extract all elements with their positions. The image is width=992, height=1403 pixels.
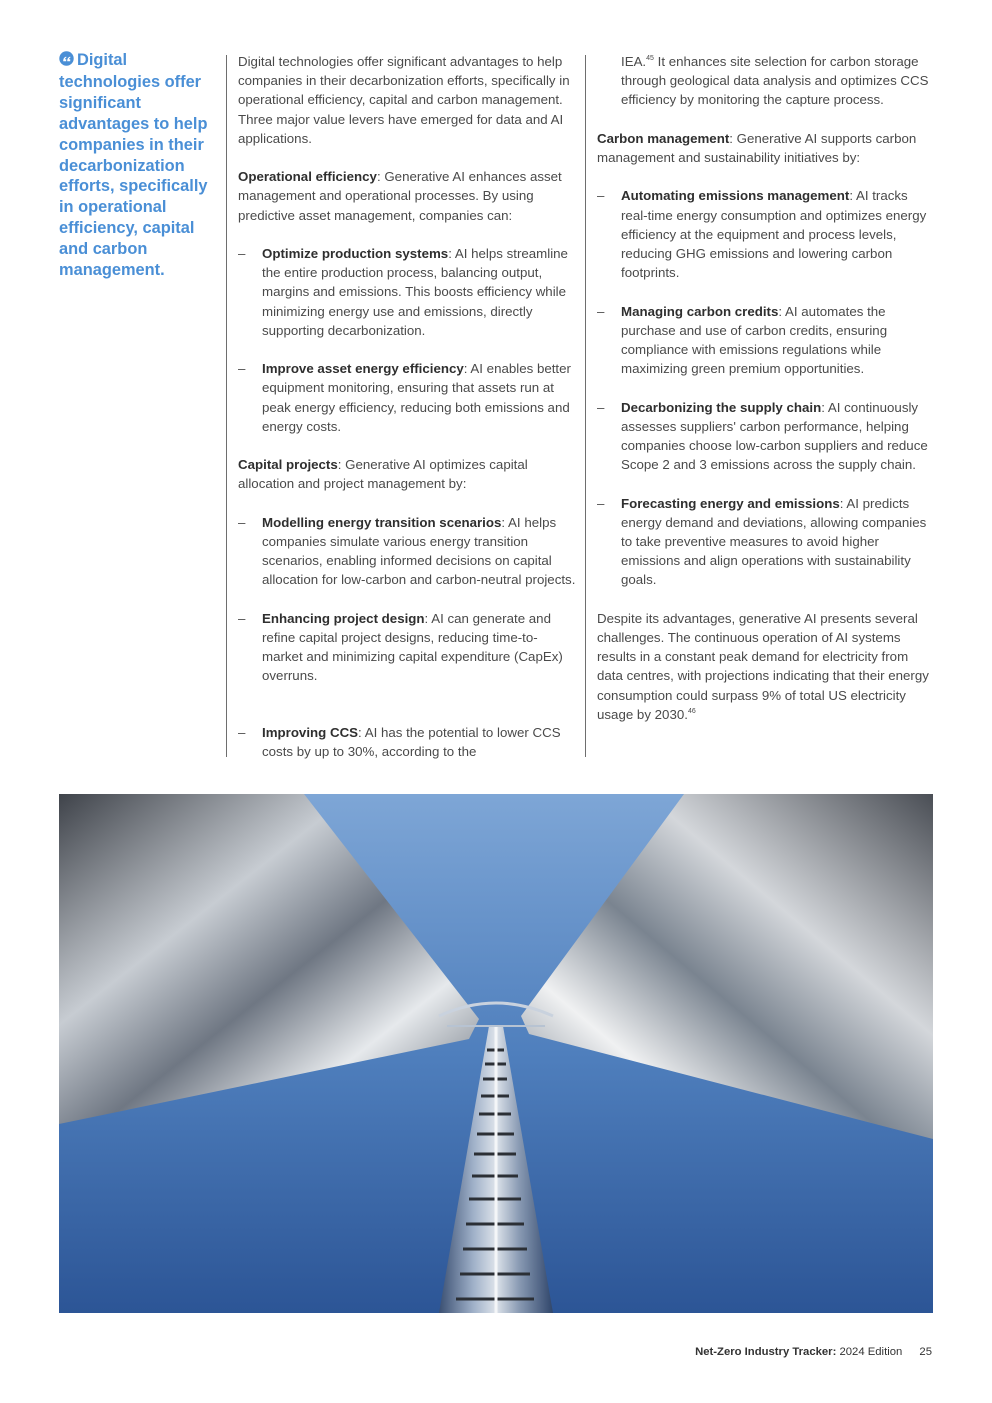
item-title: Automating emissions management (621, 188, 850, 204)
item-title: Managing carbon credits (621, 303, 779, 319)
footnote-ref: 45 (646, 55, 654, 62)
item-text: : AI can generate and refine capital project designs, reducing time-to-market and minimizing capital expenditure (CapEx) overruns. (262, 610, 563, 684)
bullet-dash: – (597, 188, 605, 204)
item-text: : AI helps streamline the entire production process, balancing output, margins and emissions. This boosts efficiency while minimizing energy use and emissions, directly supporting decarbonization. (262, 246, 568, 338)
list-item-ccs-end (597, 52, 937, 110)
pipeline-photo (59, 794, 933, 1313)
bullet-dash: – (238, 246, 246, 261)
bullet-dash: – (238, 361, 246, 377)
body-column-2-content (597, 52, 937, 743)
publication-title: Net-Zero Industry Tracker: (695, 1346, 837, 1358)
item-text: : AI predicts energy demand and deviations, allowing companies to take preventive measures to avoid higher emissions and align operations with sustainability goals. (621, 495, 927, 588)
edition-label: 2024 Edition (839, 1346, 903, 1358)
bullet-dash: – (238, 514, 246, 530)
footnote-ref: 46 (687, 707, 696, 715)
section-text: : Generative AI optimizes capital allocation and project management by: (238, 457, 528, 492)
bullet-dash: – (238, 725, 246, 740)
item-text: IEA.$^{45}$ It enhances site selection for carbon storage through geological data analysis and optimizes CCS efficiency by monitoring the capture process. (621, 54, 929, 108)
item-text: : AI automates the purchase and use of carbon credits, ensuring compliance with emissions regulations while maximizing green premium opportunities. (621, 303, 888, 377)
list-item (238, 609, 578, 686)
item-text: : AI tracks real-time energy consumption and optimizes energy efficiency at the equipment and process levels, reducing GHG emissions and lowering carbon footprints. (621, 188, 927, 281)
item-title: Decarbonizing the supply chain (621, 399, 822, 415)
item-title: Optimize production systems (262, 246, 449, 261)
section-heading: Carbon management (597, 130, 730, 146)
section-heading: Capital projects (238, 457, 338, 473)
section-text: : Generative AI supports carbon management and sustainability initiatives by: (597, 130, 917, 165)
intro-paragraph: Digital technologies offer significant advantages to help companies in their decarbonization efforts, specifically in operational efficiency, capital and carbon management. Three major value levers have emerged for data and AI applications. (238, 54, 570, 146)
item-title: Improve asset energy efficiency (262, 361, 464, 377)
list-item (238, 244, 578, 340)
body-column-1 (238, 52, 578, 705)
list-item (238, 513, 578, 590)
bullet-dash: – (597, 399, 605, 415)
operational-efficiency-paragraph (238, 167, 578, 225)
item-title: Improving CCS (262, 725, 359, 740)
item-text: : AI continuously assesses suppliers' carbon performance, helping companies choose low-carbon suppliers and reduce Scope 2 and 3 emissions across the supply chain. (621, 399, 928, 473)
section-heading: Operational efficiency (238, 169, 377, 185)
capital-projects-paragraph (238, 455, 578, 493)
closing-text: Despite its advantages, generative AI presents several challenges. The continuous operation of AI systems results in a constant peak demand for electricity from data centres, with projections indicating that their energy consumption could surpass 9% of total US electricity usage by 2030. (597, 610, 929, 722)
pull-quote-text: Digital technologies offer significant advantages to help companies in their decarbonization efforts, specifically in operational efficiency, capital and carbon management. (59, 51, 208, 280)
item-title: Forecasting energy and emissions (621, 495, 840, 511)
bullet-dash: – (597, 303, 605, 319)
list-item (238, 359, 578, 436)
item-text-continued: It enhances site selection for carbon storage through geological data analysis and optimizes CCS efficiency by monitoring the capture process. (621, 54, 929, 108)
item-text: : AI enables better equipment monitoring, ensuring that assets run at peak energy efficiency, reducing both emissions and energy costs. (262, 361, 571, 434)
bullet-dash: – (597, 495, 605, 511)
list-item (597, 494, 937, 590)
list-item (597, 186, 937, 282)
column-divider (585, 55, 586, 757)
page-number: 25 (919, 1346, 932, 1358)
page-footer (695, 1346, 932, 1358)
item-title: Enhancing project design (262, 610, 425, 626)
list-item (597, 302, 937, 379)
closing-paragraph (597, 609, 937, 724)
item-title: Modelling energy transition scenarios (262, 514, 502, 530)
list-item (238, 723, 578, 761)
ccs-item-start (238, 723, 578, 781)
carbon-management-paragraph (597, 129, 937, 167)
item-text: : AI helps companies simulate various energy transition scenarios, enabling informed decisions on capital allocation for low-carbon and carbon-neutral projects. (262, 514, 576, 588)
pull-quote (59, 50, 219, 281)
pullquote-icon (59, 51, 74, 72)
item-text: : AI has the potential to lower CCS costs by up to 30%, according to the (262, 725, 561, 760)
section-text: : Generative AI enhances asset management and operational processes. By using predictive asset management, companies can: (238, 169, 562, 223)
list-item (597, 398, 937, 475)
bullet-dash: – (238, 610, 246, 626)
column-divider (226, 55, 227, 757)
